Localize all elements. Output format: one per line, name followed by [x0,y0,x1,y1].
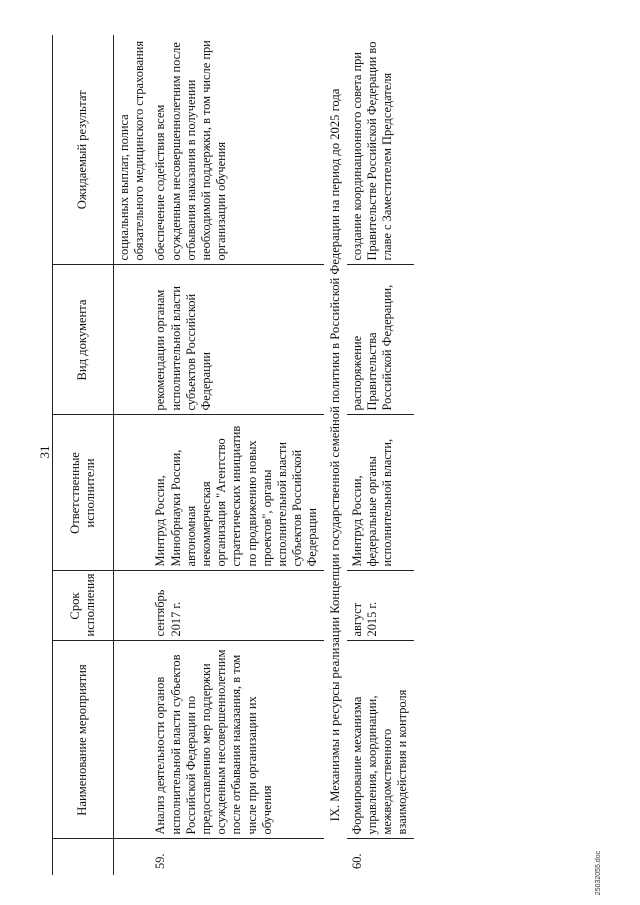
section-row [324,35,347,875]
table-row [114,35,151,875]
row-59-result: обеспечение содействия всем осужденным несовершеннолетним после отбывания наказания в получении необходимой поддержки, в том числе при организации обучения [150,35,323,265]
page-number: 31 [37,445,52,459]
section-heading: IX. Механизмы и ресурсы реализации Концепции государственной семейной политики в Российской Федерации на период до 2025 года [327,88,342,822]
table-row [347,35,414,875]
header-executors: Ответственные исполнители [53,415,114,571]
row-59-num: 59. [153,853,168,869]
row-60-result: создание координационного совета при Правительстве Российской Федерации во главе с Заместителем Председателя [347,35,414,265]
table-header-row [53,35,114,875]
table-row [150,35,323,875]
row-60-deadline: август 2015 г. [347,571,414,641]
row-60-doc-type: распоряжение Правительства Российской Федерации, [347,265,414,415]
header-num [53,839,114,875]
footer-filename: 25032055.doc [595,850,602,896]
row-60-name: Формирование механизма управления, координации, межведомственного взаимодействия и контроля [347,641,414,839]
row-59-deadline: сентябрь 2017 г. [150,571,323,641]
rotated-page [52,35,597,875]
header-deadline: Срок исполнения [53,571,114,641]
row-59-doc-type: рекомендации органам исполнительной власти субъектов Российской Федерации [150,265,323,415]
row-59-executors: Минтруд России, Минобрнауки России, автономная некоммерческая организация "Агентство стратегических инициатив по продвижению новых проектов", органы исполнительной власти субъектов Российской Федерации [150,415,323,571]
continuation-result: социальных выплат, полиса обязательного медицинского страхования [114,35,151,265]
measures-table [52,35,414,875]
row-60-num: 60. [349,853,364,869]
row-60-executors: Минтруд России, федеральные органы исполнительной власти, [347,415,414,571]
header-doc-type: Вид документа [53,265,114,415]
header-result: Ожидаемый результат [53,35,114,265]
header-name: Наименование мероприятия [53,641,114,839]
row-59-name: Анализ деятельности органов исполнительной власти субъектов Российской Федерации по предоставлению мер поддержки осужденным несовершеннолетним после отбывания наказания, в том числе при организации их обучения [150,641,323,839]
